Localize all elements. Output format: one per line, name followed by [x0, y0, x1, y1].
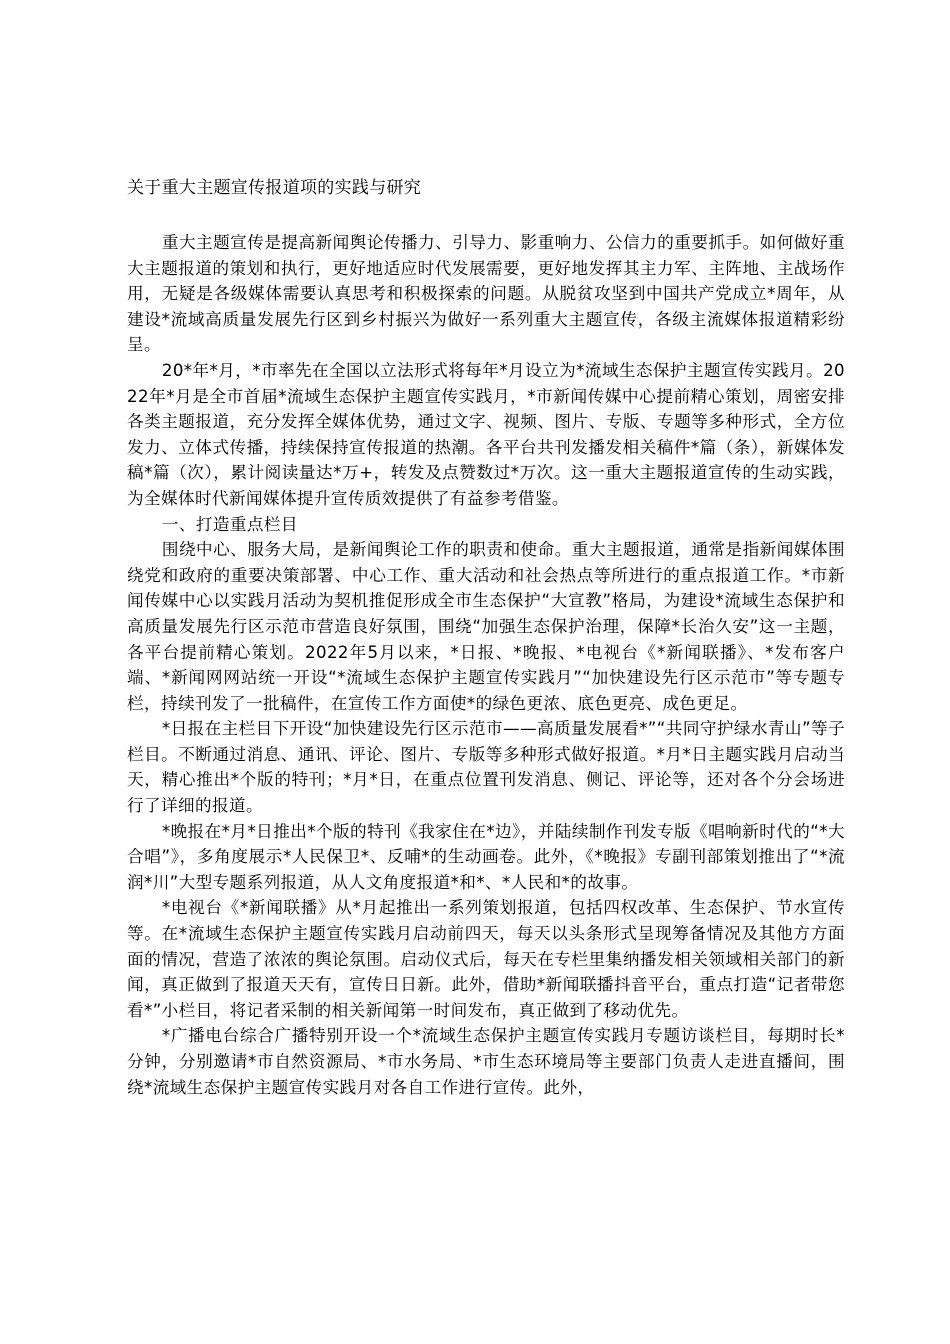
document-title: 关于重大主题宣传报道项的实践与研究	[127, 178, 422, 198]
paragraph-background: 20*年*月，*市率先在全国以立法形式将每年*月设立为*流域生态保护主题宣传实践月。2022年*月是全市首届*流域生态保护主题宣传实践月，*市新闻传媒中心提前精心策划，周密安排各类主题报道，充分发挥全媒体优势，通过文字、视频、图片、专版、专题等多种形式，全方位发力、立体式传播，持续保持宣传报道的热潮。各平台共刊发播发相关稿件*篇（条），新媒体发稿*篇（次），累计阅读量达*万+，转发及点赞数过*万次。这一重大主题报道宣传的生动实践，为全媒体时代新闻媒体提升宣传质效提供了有益参考借鉴。	[127, 360, 845, 508]
paragraph-section-intro: 围绕中心、服务大局，是新闻舆论工作的职责和使命。重大主题报道，通常是指新闻媒体围绕党和政府的重要决策部署、中心工作、重大活动和社会热点等所进行的重点报道工作。*市新闻传媒中心以实践月活动为契机推促形成全市生态保护“大宣教”格局，为建设*流域生态保护和高质量发展先行区示范市营造良好氛围，围绕“加强生态保护治理，保障*长治久安”这一主题，各平台提前精心策划。2022年5月以来，*日报、*晚报、*电视台《*新闻联播》、*发布客户端、*新闻网网站统一开设“*流域生态保护主题宣传实践月”“加快建设先行区示范市”等专题专栏，持续刊发了一批稿件，在宣传工作方面使*的绿色更浓、底色更亮、成色更足。	[127, 540, 846, 713]
title-spacer	[127, 201, 845, 230]
document-page	[127, 175, 845, 1100]
paragraph-radio-station: *广播电台综合广播特别开设一个*流域生态保护主题宣传实践月专题访谈栏目，每期时长*分钟，分别邀请*市自然资源局、*市水务局、*市生态环境局等主要部门负责人走进直播间，围绕*流域生态保护主题宣传实践月对各自工作进行宣传。此外，	[127, 1026, 845, 1097]
section-heading: 一、打造重点栏目	[161, 514, 298, 534]
paragraph-intro: 重大主题宣传是提高新闻舆论传播力、引导力、影重响力、公信力的重要抓手。如何做好重大主题报道的策划和执行，更好地适应时代发展需要，更好地发挥其主力军、主阵地、主战场作用，无疑是各级媒体需要认真思考和积极探索的问题。从脱贫攻坚到中国共产党成立*周年，从建设*流域高质量发展先行区到乡村振兴为做好一系列重大主题宣传，各级主流媒体报道精彩纷呈。	[127, 233, 845, 355]
paragraph-daily-news: *日报在主栏目下开设“加快建设先行区示范市——高质量发展看*”“共同守护绿水青山”等子栏目。不断通过消息、通讯、评论、图片、专版等多种形式做好报道。*月*日主题实践月启动当天，精心推出*个版的特刊；*月*日，在重点位置刊发消息、侧记、评论等，还对各个分会场进行了详细的报道。	[127, 719, 845, 816]
paragraph-tv-station: *电视台《*新闻联播》从*月起推出一系列策划报道，包括四权改革、生态保护、节水宣传等。在*流域生态保护主题宣传实践月启动前四天，每天以头条形式呈现筹备情况及其他方方面面的情况，营造了浓浓的舆论氛围。启动仪式后，每天在专栏里集纳播发相关领域相关部门的新闻，真正做到了报道天天有，宣传日日新。此外，借助*新闻联播抖音平台，重点打造“记者带您看*”小栏目，将记者采制的相关新闻第一时间发布，真正做到了移动优先。	[127, 898, 845, 1020]
paragraph-evening-news: *晚报在*月*日推出*个版的特刊《我家住在*边》，并陆续制作刊发专版《唱响新时代的“*大合唱”》，多角度展示*人民保卫*、反哺*的生动画卷。此外，《*晚报》专副刊部策划推出了“*流润*川”大型专题系列报道，从人文角度报道*和*、*人民和*的故事。	[127, 821, 845, 892]
